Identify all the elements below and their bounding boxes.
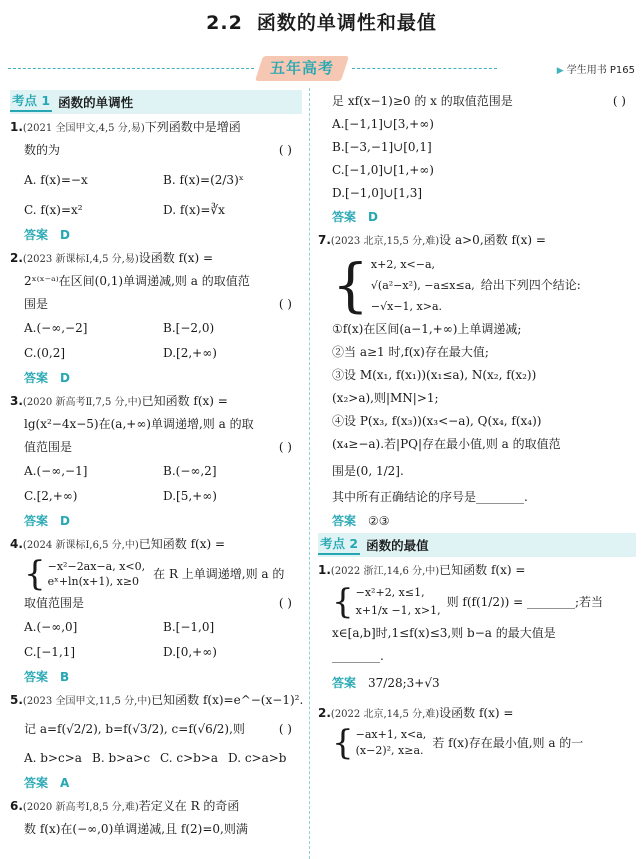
question-source: (2022 浙江,14,6 分,中) — [330, 566, 440, 577]
conclusion-4-range: 围是(0, 1/2]. — [332, 464, 404, 478]
question-3 — [10, 390, 302, 533]
brace-icon: { — [332, 251, 369, 319]
question-text: 设 a>0,函数 f(x) = — [439, 233, 546, 247]
option-b: B.[−1,0] — [163, 620, 215, 634]
question-text: 给出下列四个结论: — [480, 277, 581, 292]
banner — [259, 56, 345, 81]
option-a: A.[−1,1]∪[3,+∞) — [332, 117, 434, 131]
question-text: ________. — [332, 649, 384, 663]
option-c: C.(0,2] — [24, 346, 66, 360]
option-a: A.(−∞,0] — [24, 620, 78, 634]
option-d: D. c>a>b — [228, 751, 287, 765]
answer-label: 答案 — [24, 776, 49, 790]
option-d: D. f(x)=∛x — [163, 203, 225, 217]
answer-line — [10, 771, 302, 795]
banner-rule-left — [8, 68, 254, 69]
section-title — [0, 8, 643, 35]
question-text: 值范围是 — [24, 440, 73, 454]
question-text: 数的为 — [24, 143, 61, 157]
option-b: B. b>a>c — [92, 751, 151, 765]
answer-paren: ( ) — [278, 440, 292, 454]
book-reference-text: 学生用书 P165 — [566, 65, 635, 76]
option-d: D.[5,+∞) — [163, 489, 217, 503]
answer-value: D — [60, 371, 70, 385]
question-text: 取值范围是 — [24, 596, 85, 610]
section-number: 2.2 — [206, 12, 243, 34]
answer-line — [318, 509, 636, 533]
option-b: B.(−∞,2] — [163, 464, 217, 478]
question-number: 1. — [10, 120, 23, 134]
question-6-continued — [318, 90, 636, 229]
option-d: D.[−1,0]∪[1,3] — [332, 186, 423, 200]
question-9 — [318, 702, 636, 761]
question-number: 6. — [10, 799, 23, 813]
brace-icon: { — [24, 554, 46, 594]
question-source: (2023 新课标Ⅰ,4,5 分,易) — [22, 254, 139, 265]
question-source: (2022 北京,14,5 分,难) — [330, 709, 440, 720]
piecewise-case: −x²−2ax−a, x<0, — [47, 560, 146, 573]
answer-label: 答案 — [332, 514, 357, 528]
option-a: A.(−∞,−1] — [24, 464, 88, 478]
answer-line — [10, 665, 302, 689]
topic-tag: 考点 2 — [318, 535, 360, 555]
piecewise-case: x+2, x<−a, — [370, 257, 436, 271]
question-number: 2. — [318, 706, 331, 720]
question-text: x∈[a,b]时,1≤f(x)≤3,则 b−a 的最大值是 — [332, 626, 556, 640]
piecewise-case: x+1/x −1, x>1, — [355, 604, 441, 617]
answer-paren: ( ) — [278, 297, 292, 311]
answer-line — [318, 205, 636, 229]
answer-value: D — [60, 514, 70, 528]
column-divider — [309, 88, 310, 859]
option-a: A. f(x)=−x — [24, 172, 88, 187]
question-text: lg(x²−4x−5)在(a,+∞)单调递增,则 a 的取 — [24, 417, 254, 431]
answer-value: A — [60, 776, 70, 790]
question-text: 设函数 f(x) = — [439, 706, 514, 720]
question-source: (2024 新课标Ⅰ,6,5 分,中) — [22, 540, 139, 551]
question-text: 已知函数 f(x) = — [439, 563, 526, 577]
option-c: C. f(x)=x² — [24, 203, 83, 217]
question-1 — [10, 116, 302, 247]
piecewise-case: −√x−1, x>a. — [370, 299, 443, 313]
question-text: 若定义在 R 的奇函 — [138, 799, 240, 813]
answer-label: 答案 — [332, 676, 357, 690]
question-text: 设函数 f(x) = — [138, 251, 214, 265]
option-c: C.[2,+∞) — [24, 489, 78, 503]
conclusion-2: ②当 a≥1 时,f(x)存在最大值; — [332, 345, 489, 359]
section-title-text: 函数的单调性和最值 — [256, 12, 437, 34]
brace-icon: { — [332, 723, 354, 763]
question-text: 围是 — [24, 297, 49, 311]
answer-line — [10, 509, 302, 533]
answer-value: 37/28;3+√3 — [368, 676, 440, 690]
answer-value: B — [60, 670, 70, 684]
question-text: 在 R 上单调递增,则 a 的 — [153, 566, 285, 581]
book-reference — [557, 61, 635, 76]
brace-icon: { — [332, 582, 354, 622]
option-c: C. c>b>a — [160, 751, 219, 765]
piecewise-case: eˣ+ln(x+1), x≥0 — [47, 575, 140, 588]
question-text: 则 f(f(1/2)) = ________;若当 — [446, 594, 604, 609]
question-2 — [10, 247, 302, 390]
piecewise-case: −x²+2, x≤1, — [355, 586, 425, 599]
answer-label: 答案 — [24, 228, 49, 242]
answer-line — [318, 668, 636, 698]
answer-label: 答案 — [24, 514, 49, 528]
question-number: 1. — [318, 563, 331, 577]
topic-heading-2 — [318, 533, 636, 557]
question-7 — [318, 229, 636, 533]
option-b: B.[−3,−1]∪[0,1] — [332, 140, 432, 154]
answer-paren: ( ) — [612, 94, 626, 108]
question-text: 下列函数中是增函 — [144, 120, 241, 134]
banner-label: 五年高考 — [269, 59, 334, 77]
question-number: 4. — [10, 537, 23, 551]
answer-value: D — [368, 210, 378, 224]
question-number: 5. — [10, 693, 23, 707]
question-ask: 其中所有正确结论的序号是________. — [332, 490, 528, 504]
question-text: 记 a=f(√2/2), b=f(√3/2), c=f(√6/2),则 — [24, 722, 245, 736]
piecewise-function — [10, 556, 302, 592]
answer-value: D — [60, 228, 70, 242]
question-text: 已知函数 f(x)=e^−(x−1)². — [151, 693, 304, 707]
question-text: 已知函数 f(x) = — [138, 537, 226, 551]
answer-label: 答案 — [24, 371, 49, 385]
piecewise-case: (x−2)², x≥a. — [355, 744, 424, 757]
answer-paren: ( ) — [278, 596, 292, 610]
arrow-right-icon: ▶ — [556, 66, 564, 76]
conclusion-1: ①f(x)在区间(a−1,+∞)上单调递减; — [332, 322, 522, 336]
option-c: C.[−1,0]∪[1,+∞) — [332, 163, 434, 177]
option-b: B. f(x)=(2/3)ˣ — [163, 172, 244, 187]
question-source: (2020 新高考Ⅰ,8,5 分,难) — [22, 802, 139, 813]
question-5 — [10, 689, 302, 795]
answer-line — [10, 366, 302, 390]
topic-heading-1 — [10, 90, 302, 114]
question-source: (2023 全国甲文,11,5 分,中) — [22, 696, 152, 707]
answer-line — [10, 223, 302, 247]
piecewise-case: −ax+1, x<a, — [355, 728, 427, 741]
question-number: 2. — [10, 251, 23, 265]
option-c: C.[−1,1] — [24, 645, 76, 659]
conclusion-4-cont: (x₄≥−a).若|PQ|存在最小值,则 a 的取值范 — [332, 437, 561, 451]
question-source: (2023 北京,15,5 分,难) — [330, 236, 440, 247]
topic-name: 函数的最值 — [366, 537, 429, 553]
answer-label: 答案 — [24, 670, 49, 684]
option-a: A.(−∞,−2] — [24, 321, 88, 335]
question-text: 若 f(x)存在最小值,则 a 的一 — [432, 735, 584, 750]
question-text: 已知函数 f(x) = — [141, 394, 228, 408]
question-source: (2020 新高考Ⅱ,7,5 分,中) — [22, 397, 142, 408]
option-a: A. b>c>a — [24, 751, 82, 765]
conclusion-3-cont: (x₂>a),则|MN|>1; — [332, 391, 439, 405]
question-text: 足 xf(x−1)≥0 的 x 的取值范围是 — [332, 94, 513, 108]
option-d: D.[2,+∞) — [163, 346, 217, 360]
piecewise-function — [318, 252, 636, 318]
piecewise-function — [318, 582, 636, 622]
option-b: B.[−2,0) — [163, 321, 215, 335]
left-column — [10, 90, 302, 841]
answer-label: 答案 — [332, 210, 357, 224]
topic-tag: 考点 1 — [10, 92, 52, 112]
question-source: (2021 全国甲文,4,5 分,易) — [22, 123, 145, 134]
topic-name: 函数的单调性 — [58, 94, 134, 110]
banner-rule-right — [352, 68, 497, 69]
piecewise-case: √(a²−x²), −a≤x≤a, — [370, 278, 475, 292]
question-number: 7. — [318, 233, 331, 247]
question-4 — [10, 533, 302, 689]
question-text: 数 f(x)在(−∞,0)单调递减,且 f(2)=0,则满 — [24, 822, 248, 836]
answer-paren: ( ) — [278, 143, 292, 157]
question-text: 2ˣ⁽ˣ⁻ᵃ⁾在区间(0,1)单调递减,则 a 的取值范 — [24, 274, 250, 288]
question-8 — [318, 559, 636, 698]
conclusion-4: ④设 P(x₃, f(x₃))(x₃<−a), Q(x₄, f(x₄)) — [332, 414, 542, 428]
answer-value: ②③ — [368, 514, 390, 528]
option-d: D.[0,+∞) — [163, 645, 217, 659]
right-column — [318, 90, 636, 761]
question-number: 3. — [10, 394, 23, 408]
conclusion-3: ③设 M(x₁, f(x₁))(x₁≤a), N(x₂, f(x₂)) — [332, 368, 537, 382]
piecewise-function — [318, 725, 636, 761]
question-6 — [10, 795, 302, 841]
answer-paren: ( ) — [278, 722, 292, 736]
